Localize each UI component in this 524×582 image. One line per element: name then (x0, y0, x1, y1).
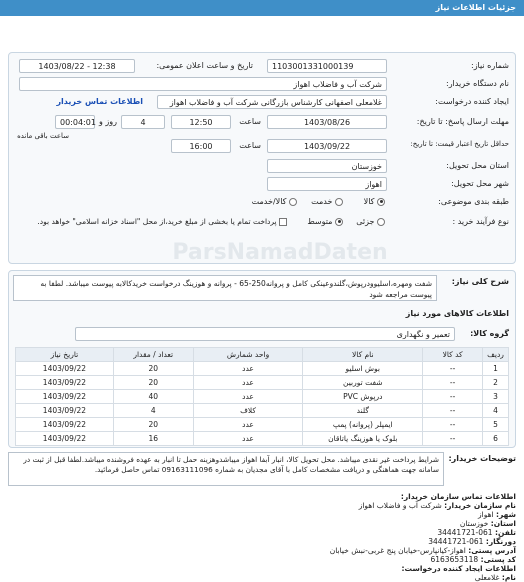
column-header-item-name: نام کالا (303, 348, 423, 362)
buyer-contact-section (8, 492, 516, 582)
table-row[interactable] (16, 390, 509, 404)
description-text: شفت ومهره،اسلیوودرپوش،گلندوعینکی کامل و پروانه250-65 - پروانه و هوزینگ درخواست خریدکالابه پیوست میباشد. لطفا به پیوست مراجعه شود (40, 279, 432, 299)
goods-panel (8, 270, 516, 448)
goods-table-wrap (15, 347, 509, 446)
creator-label: ایجاد کننده درخواست: (435, 97, 509, 106)
radio-icon[interactable] (335, 198, 343, 206)
cell-item-code: -- (423, 390, 483, 404)
days-remaining-field: 4 (121, 115, 165, 129)
radio-icon[interactable] (377, 218, 385, 226)
cell-row-number: 2 (483, 376, 509, 390)
table-header-row (16, 348, 509, 362)
radio-icon[interactable] (377, 198, 385, 206)
cell-unit: عدد (193, 390, 303, 404)
page-title: جزئیات اطلاعات نیاز (435, 3, 516, 12)
cell-unit: عدد (193, 432, 303, 446)
category-label: طبقه بندی موضوعی: (438, 197, 509, 206)
process-option-medium[interactable]: متوسط (307, 215, 343, 229)
buyer-notes-label: توضیحات خریدار: (448, 454, 516, 463)
category-option-goods-service[interactable]: کالا/خدمت (252, 195, 297, 209)
cell-unit: عدد (193, 362, 303, 376)
watermark-logo: ParsNamadDaten (172, 240, 388, 265)
table-row[interactable] (16, 432, 509, 446)
days-word: روز و (99, 117, 117, 126)
radio-icon[interactable] (335, 218, 343, 226)
page-header (0, 0, 524, 16)
column-header-item-code: کد کالا (423, 348, 483, 362)
city-label: شهر محل تحویل: (451, 179, 509, 188)
contact-line: دورنگار: 061-34441721 (428, 537, 516, 546)
need-number-label: شماره نیاز: (471, 61, 509, 70)
radio-icon[interactable] (289, 198, 297, 206)
contact-line: تلفن: 061-34441721 (437, 528, 516, 537)
column-header-need-date: تاریخ نیاز (16, 348, 114, 362)
category-option-goods[interactable]: کالا (364, 195, 385, 209)
deadline-time-label: ساعت (239, 117, 261, 126)
province-label: استان محل تحویل: (446, 161, 509, 170)
buyer-label: نام دستگاه خریدار: (446, 79, 509, 88)
remaining-label: ساعت باقی مانده (17, 132, 69, 140)
cell-row-number: 3 (483, 390, 509, 404)
validity-time-label: ساعت (239, 141, 261, 150)
category-option-service[interactable]: خدمت (311, 195, 343, 209)
buyer-notes-box (8, 452, 444, 486)
contact-line: آدرس پستی: اهواز-کیانپارس-خیابان پنج غربی-نبش خیابان (329, 546, 516, 555)
process-label: نوع فرآیند خرید : (452, 217, 509, 226)
cell-item-code: -- (423, 362, 483, 376)
cell-need-date: 1403/09/22 (16, 390, 114, 404)
announce-field[interactable]: 1403/08/22 - 12:38 (19, 59, 135, 73)
deadline-date-field[interactable]: 1403/08/26 (267, 115, 387, 129)
description-box (13, 275, 437, 301)
cell-row-number: 6 (483, 432, 509, 446)
cell-item-name: شفت توربین (303, 376, 423, 390)
cell-quantity: 20 (113, 362, 193, 376)
cell-unit: کلاف (193, 404, 303, 418)
cell-quantity: 20 (113, 376, 193, 390)
cell-item-name: درپوش PVC (303, 390, 423, 404)
announce-label: تاریخ و ساعت اعلان عمومی: (156, 61, 253, 70)
city-field[interactable]: اهواز (267, 177, 387, 191)
cell-item-name: بوش اسلیو (303, 362, 423, 376)
cell-item-name: بلوک یا هوزینگ یاتاقان (303, 432, 423, 446)
cell-quantity: 16 (113, 432, 193, 446)
cell-item-code: -- (423, 418, 483, 432)
goods-section-title: اطلاعات کالاهای مورد نیاز (405, 309, 509, 318)
remaining-time-field: 00:04:01 (55, 115, 95, 129)
cell-item-code: -- (423, 404, 483, 418)
cell-unit: عدد (193, 376, 303, 390)
checkbox-icon[interactable] (279, 218, 287, 226)
cell-item-code: -- (423, 376, 483, 390)
cell-need-date: 1403/09/22 (16, 376, 114, 390)
contact-line: اطلاعات ایجاد کننده درخواست: (401, 564, 516, 573)
cell-need-date: 1403/09/22 (16, 362, 114, 376)
cell-item-name: گلند (303, 404, 423, 418)
contact-title: اطلاعات تماس سازمان خریدار: (400, 492, 516, 501)
table-row[interactable] (16, 404, 509, 418)
need-details-panel (8, 52, 516, 264)
cell-row-number: 5 (483, 418, 509, 432)
validity-date-field[interactable]: 1403/09/22 (267, 139, 387, 153)
goods-group-field[interactable]: تعمیر و نگهداری (75, 327, 455, 341)
cell-need-date: 1403/09/22 (16, 418, 114, 432)
contact-line: نام سازمان خریدار: شرکت آب و فاضلاب اهواز (358, 501, 516, 510)
validity-time-field[interactable]: 16:00 (171, 139, 231, 153)
cell-quantity: 20 (113, 418, 193, 432)
buyer-notes-text: شرایط پرداخت غیر نقدی میباشد. محل تحویل کالا، انبار آبفا اهواز میباشدوهزینه حمل تا انبار به عهده فروشنده میباشد.لطفا قبل از ثبت در سامانه جهت هماهنگی و دریافت مشخصات کامل با آقای مجدیان به شماره 09163111096 تماس حاصل فرمائید. (23, 455, 439, 474)
contact-line: کد پستی: 6163653118 (430, 555, 516, 564)
cell-item-name: ایمپلر (پروانه) پمپ (303, 418, 423, 432)
description-label: شرح کلی نیاز: (451, 277, 509, 286)
treasury-payment-option[interactable]: پرداخت تمام یا بخشی از مبلغ خرید،از محل "اسناد خزانه اسلامی" خواهد بود. (37, 215, 287, 229)
deadline-time-field[interactable]: 12:50 (171, 115, 231, 129)
column-header-quantity: تعداد / مقدار (113, 348, 193, 362)
validity-label: حداقل تاریخ اعتبار قیمت: تا تاریخ: (410, 140, 509, 148)
goods-group-label: گروه کالا: (470, 329, 509, 338)
table-row[interactable] (16, 418, 509, 432)
column-header-unit: واحد شمارش (193, 348, 303, 362)
table-row[interactable] (16, 376, 509, 390)
buyer-notes-section (8, 452, 516, 488)
column-header-row-number: ردیف (483, 348, 509, 362)
table-row[interactable] (16, 362, 509, 376)
creator-field[interactable]: غلامعلی اصفهانی کارشناس بازرگانی شرکت آب و فاضلاب اهواز (157, 95, 387, 109)
cell-quantity: 4 (113, 404, 193, 418)
cell-row-number: 1 (483, 362, 509, 376)
buyer-field[interactable]: شرکت آب و فاضلاب اهواز (19, 77, 387, 91)
cell-quantity: 40 (113, 390, 193, 404)
cell-need-date: 1403/09/22 (16, 404, 114, 418)
cell-unit: عدد (193, 418, 303, 432)
process-option-minor[interactable]: جزئی (356, 215, 385, 229)
need-number-field[interactable]: 1103001331000139 (267, 59, 387, 73)
province-field[interactable]: خوزستان (267, 159, 387, 173)
contact-line: نام: غلامعلی (474, 573, 516, 582)
goods-table (15, 347, 509, 446)
cell-need-date: 1403/09/22 (16, 432, 114, 446)
contact-line: شهر: اهواز (477, 510, 516, 519)
cell-item-code: -- (423, 432, 483, 446)
buyer-contact-link[interactable]: اطلاعات تماس خریدار (56, 97, 143, 106)
contact-line: استان: خوزستان (459, 519, 516, 528)
deadline-label: مهلت ارسال پاسخ: تا تاریخ: (416, 117, 509, 126)
cell-row-number: 4 (483, 404, 509, 418)
